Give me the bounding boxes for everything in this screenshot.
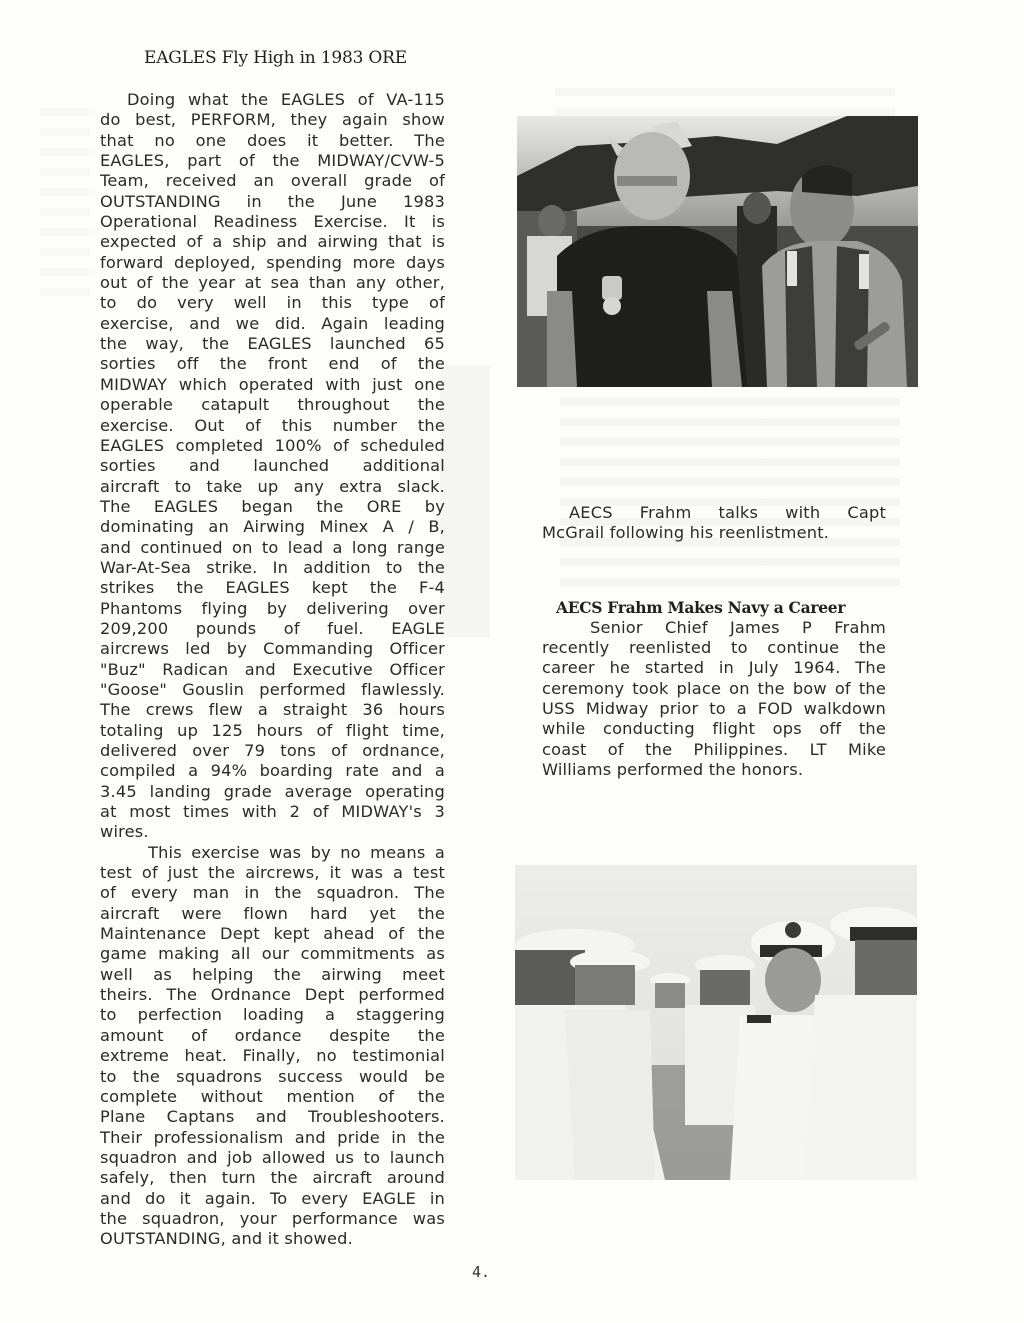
reenlist-body	[542, 618, 886, 781]
article-line: exercise, and we did. Again leading	[100, 313, 445, 333]
article-line: EAGLES, part of the MIDWAY/CVW-5	[100, 151, 445, 171]
article-line: OUTSTANDING in the June 1983	[100, 191, 445, 211]
article-line: and continued on to lead a long range	[100, 537, 445, 557]
article-line: sorties off the front end of the	[100, 354, 445, 374]
main-article	[100, 48, 445, 1250]
article-line: 3.45 landing grade average operating	[100, 781, 445, 801]
article-line: that no one does it better. The	[100, 130, 445, 150]
reenlist-line: USS Midway prior to a FOD walkdown	[542, 699, 886, 719]
article-line: aircraft were flown hard yet the	[100, 903, 445, 923]
article-line: aircraft to take up any extra slack.	[100, 476, 445, 496]
page-number: 4.	[472, 1263, 491, 1281]
article-line: at most times with 2 of MIDWAY's 3	[100, 802, 445, 822]
article-line: totaling up 125 hours of flight time,	[100, 720, 445, 740]
article-line: operable catapult throughout the	[100, 395, 445, 415]
article-line: exercise. Out of this number the	[100, 415, 445, 435]
article-line: Team, received an overall grade of	[100, 171, 445, 191]
article-line: out of the year at sea than any other,	[100, 273, 445, 293]
article-line: Maintenance Dept kept ahead of the	[100, 924, 445, 944]
article-line: test of just the aircrews, it was a test	[100, 863, 445, 883]
reenlist-line: career he started in July 1964. The	[542, 658, 886, 678]
article-line: strikes the EAGLES kept the F-4	[100, 578, 445, 598]
article-line: game making all our commitments as	[100, 944, 445, 964]
article-line: and do it again. To every EAGLE in	[100, 1188, 445, 1208]
article-line: dominating an Airwing Minex A / B,	[100, 517, 445, 537]
article-line: Operational Readiness Exercise. It is	[100, 212, 445, 232]
article-line: delivered over 79 tons of ordnance,	[100, 741, 445, 760]
article-line: theirs. The Ordnance Dept performed	[100, 985, 445, 1005]
reenlist-line: Williams performed the honors.	[542, 760, 804, 780]
article-line: to do very well in this type of	[100, 293, 445, 313]
bleed-through-patch	[440, 365, 490, 637]
reenlist-line: Senior Chief James P Frahm	[590, 617, 886, 637]
article-line: the squadron, your performance was	[100, 1208, 445, 1228]
photo-frahm-mcgrail	[517, 116, 918, 387]
article-line: squadron and job allowed us to launch	[100, 1147, 445, 1167]
photo-frahm-mcgrail-image	[517, 116, 918, 387]
article-line: OUTSTANDING, and it showed.	[100, 1229, 353, 1249]
article-line: sorties and launched additional	[100, 456, 445, 476]
article-line: Phantoms flying by delivering over	[100, 598, 445, 618]
article-line: 209,200 pounds of fuel. EAGLE	[100, 618, 445, 638]
bleed-through-text	[555, 80, 895, 120]
caption-line: AECS Frahm talks with Capt	[569, 503, 886, 522]
reenlist-line: ceremony took place on the bow of the	[542, 678, 886, 698]
article-line: expected of a ship and airwing that is	[100, 232, 445, 252]
article-line: extreme heat. Finally, no testimonial	[100, 1046, 445, 1066]
article-line: MIDWAY which operated with just one	[100, 374, 445, 394]
article-line: Plane Captans and Troubleshooters.	[100, 1107, 445, 1127]
article-line: do best, PERFORM, they again show	[100, 110, 445, 130]
article-line: The EAGLES began the ORE by	[100, 496, 445, 516]
reenlist-line: coast of the Philippines. LT Mike	[542, 739, 886, 759]
article-line: safely, then turn the aircraft around	[100, 1168, 445, 1188]
reenlist-line: recently reenlisted to continue the	[542, 638, 886, 658]
article-line: The crews flew a straight 36 hours	[100, 700, 445, 720]
article-line: complete without mention of the	[100, 1086, 445, 1106]
article-line: wires.	[100, 822, 149, 842]
article-line: This exercise was by no means a	[148, 842, 445, 862]
article-line: EAGLES completed 100% of scheduled	[100, 435, 445, 455]
article-headline: EAGLES Fly High in 1983 ORE	[144, 48, 407, 68]
reenlist-headline: AECS Frahm Makes Navy a Career	[556, 597, 846, 617]
article-line: of every man in the squadron. The	[100, 883, 445, 903]
caption-line: McGrail following his reenlistment.	[542, 523, 830, 543]
photo-caption	[542, 503, 886, 544]
article-line: War-At-Sea strike. In addition to the	[100, 557, 445, 577]
photo-reenlistment-ceremony	[515, 865, 917, 1180]
article-line: forward deployed, spending more days	[100, 252, 445, 272]
article-line: "Buz" Radican and Executive Officer	[100, 659, 445, 679]
article-line: compiled a 94% boarding rate and a	[100, 761, 445, 781]
photo-reenlistment-ceremony-image	[515, 865, 917, 1180]
article-line: amount of ordance despite the	[100, 1025, 445, 1045]
article-body	[100, 90, 445, 1250]
article-line: Doing what the EAGLES of VA-115	[127, 90, 445, 109]
bleed-through-text	[40, 100, 90, 300]
article-line: the way, the EAGLES launched 65	[100, 334, 445, 354]
article-line: "Goose" Gouslin performed flawlessly.	[100, 679, 445, 699]
article-line: aircrews led by Commanding Officer	[100, 639, 445, 659]
right-column	[542, 503, 886, 780]
reenlist-line: while conducting flight ops off the	[542, 719, 886, 739]
article-line: to the squadrons success would be	[100, 1066, 445, 1086]
article-line: Their professionalism and pride in the	[100, 1127, 445, 1147]
article-line: to perfection loading a staggering	[100, 1005, 445, 1025]
article-line: well as helping the airwing meet	[100, 964, 445, 984]
